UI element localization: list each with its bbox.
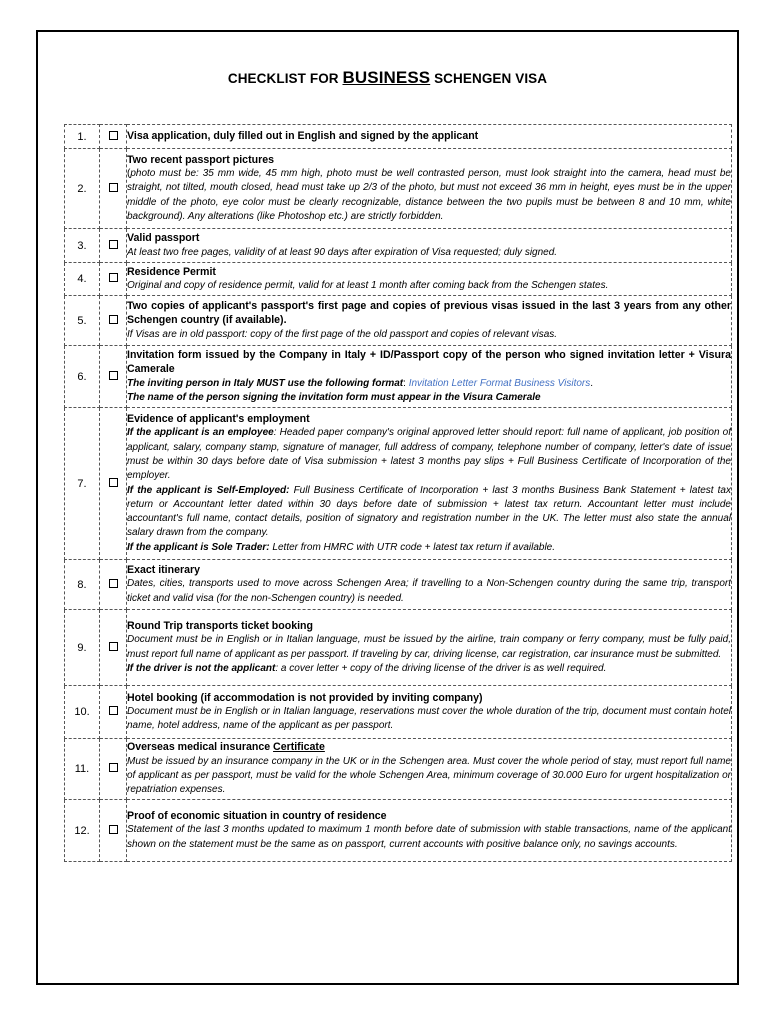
item-number: 9. (65, 610, 100, 686)
driver-label: If the driver is not the applicant (127, 662, 276, 674)
checkbox-icon (109, 183, 118, 192)
item-detail: If Visas are in old passport: copy of the first page of the old passport and copies of relevant visas. (127, 328, 558, 340)
item-checkbox[interactable] (100, 408, 127, 560)
sole-trader-label: If the applicant is Sole Trader: (127, 541, 270, 553)
item-heading: Two recent passport pictures (127, 153, 274, 166)
sole-trader-text: Letter from HMRC with UTR code + latest tax return if available. (269, 541, 556, 553)
item-format-line (127, 377, 731, 391)
item-checkbox[interactable] (100, 800, 127, 862)
item-number: 6. (65, 346, 100, 408)
item-heading (127, 740, 731, 754)
item-checkbox[interactable] (100, 263, 127, 296)
checkbox-icon (109, 240, 118, 249)
item-content (127, 408, 732, 560)
item-content (127, 296, 732, 346)
item-checkbox[interactable] (100, 229, 127, 263)
item-detail: Dates, cities, transports used to move across Schengen Area; if travelling to a Non-Schengen country during the same trip, transport ticket and valid visa (for the non-Schengen country) is needed. (127, 578, 731, 604)
document-title (36, 68, 739, 88)
item-detail: Document must be in English or in Italian language, must be issued by the airline, train company or ferry company, must be fully paid, must report full name of applicant as per passport. If traveling by car, driving license, car registration, car insurance must be submitted. (127, 634, 731, 660)
employee-text: : Headed paper company's original approved letter should report: full name of applicant, job position of applicant, salary, company stamp, signature of manager, full address of company, telephone number of company, letter's date of issue must be within 30 days before date of Visa submission + latest 3 months pay slips + Full Business Certificate of Incorporation of the employer. (127, 427, 731, 482)
item-heading: Evidence of applicant's employment (127, 413, 310, 426)
self-employed-text: Full Business Certificate of Incorporation + last 3 months Business Bank Statement + latest tax return or Accountant letter dated within 30 days before date of submission + latest tax return. Accountant letter must include accountant's full name, contact details, position of signatory and registration number in the UK. The letter must also state the annual salary drawn from the company. (127, 484, 731, 539)
checkbox-icon (109, 825, 118, 834)
checklist-row (65, 229, 732, 263)
title-emphasis: BUSINESS (342, 68, 431, 87)
item-checkbox[interactable] (100, 346, 127, 408)
item-checkbox[interactable] (100, 686, 127, 739)
driver-paragraph (127, 662, 731, 676)
item-checkbox[interactable] (100, 149, 127, 229)
self-employed-paragraph (127, 484, 731, 541)
item-detail: Document must be in English or in Italian language, reservations must cover the whole duration of the trip, document must contain hotel name, hotel address, name of the applicant as per passport. (127, 705, 731, 732)
item-heading: Round Trip transports ticket booking (127, 619, 313, 632)
checklist-row (65, 610, 732, 686)
detail-open-paren: ( (127, 168, 131, 180)
item-heading: Hotel booking (if accommodation is not provided by inviting company) (127, 691, 483, 704)
item-checkbox[interactable] (100, 560, 127, 610)
checklist-row (65, 296, 732, 346)
heading-text: Overseas medical insurance (127, 741, 274, 754)
item-number: 1. (65, 125, 100, 149)
checklist-table (64, 124, 732, 862)
item-number: 2. (65, 149, 100, 229)
item-heading: Two copies of applicant's passport's first page and copies of previous visas issued in the last 3 years from any other Schengen country (if available). (127, 300, 731, 327)
driver-text: : a cover letter + copy of the driving license of the driver is as well required. (275, 662, 607, 674)
item-heading: Valid passport (127, 232, 200, 245)
item-content (127, 800, 732, 862)
item-number: 12. (65, 800, 100, 862)
item-content (127, 263, 732, 296)
item-number: 3. (65, 229, 100, 263)
item-content (127, 346, 732, 408)
checklist-row (65, 408, 732, 560)
item-checkbox[interactable] (100, 125, 127, 149)
item-detail: Statement of the last 3 months updated to maximum 1 month before date of submission with stable transactions, name of the applicant shown on the statement must be the same as on passport, current accounts with positive balance only, no savings accounts. (127, 824, 731, 850)
invitation-format-link[interactable]: Invitation Letter Format Business Visitors (408, 377, 591, 389)
checklist-row (65, 263, 732, 296)
item-heading: Invitation form issued by the Company in Italy + ID/Passport copy of the person who signed invitation letter + Visura Camerale (127, 348, 731, 376)
checklist-row (65, 800, 732, 862)
checkbox-icon (109, 273, 118, 282)
item-checkbox[interactable] (100, 610, 127, 686)
item-heading: Proof of economic situation in country of residence (127, 810, 387, 823)
checkbox-icon (109, 642, 118, 651)
format-end: . (590, 377, 594, 389)
item-content (127, 686, 732, 739)
checklist-row (65, 125, 732, 149)
item-heading: Exact itinerary (127, 564, 201, 577)
employee-label: If the applicant is an employee (127, 427, 274, 439)
item-content (127, 610, 732, 686)
heading-underlined: Certificate (273, 741, 325, 754)
sole-trader-paragraph (127, 541, 731, 555)
item-number: 8. (65, 560, 100, 610)
item-number: 7. (65, 408, 100, 560)
self-employed-label: If the applicant is Self-Employed: (127, 484, 290, 496)
item-content (127, 560, 732, 610)
item-note: The name of the person signing the invitation form must appear in the Visura Camerale (127, 391, 541, 403)
checkbox-icon (109, 579, 118, 588)
item-checkbox[interactable] (100, 296, 127, 346)
item-detail: At least two free pages, validity of at least 90 days after expiration of Visa requested; duly signed. (127, 246, 558, 258)
checkbox-icon (109, 131, 118, 140)
detail-text: photo must be: 35 mm wide, 45 mm high, photo must be well contrasted person, must look straight into the camera, head must be straight, not tilted, mouth closed, head must take up 2/3 of the photo, but must not exceed 36 mm in height, eyes must be in the upper middle of the photo, eye color must be clearly recognizable, distance between the two pupils must be between 8 and 10 mm, white background). Any alterations (like Photoshop etc.) are strictly forbidden. (127, 168, 731, 222)
title-prefix: CHECKLIST FOR (227, 71, 343, 86)
item-content (127, 229, 732, 263)
item-detail (127, 167, 731, 224)
item-number: 5. (65, 296, 100, 346)
checklist-row (65, 739, 732, 800)
title-suffix: SCHENGEN VISA (430, 71, 548, 86)
checkbox-icon (109, 315, 118, 324)
item-detail: Original and copy of residence permit, valid for at least 1 month after coming back from the Schengen states. (127, 280, 609, 291)
item-heading: Visa application, duly filled out in English and signed by the applicant (127, 130, 479, 143)
item-checkbox[interactable] (100, 739, 127, 800)
checkbox-icon (109, 371, 118, 380)
checkbox-icon (109, 763, 118, 772)
item-content (127, 149, 732, 229)
checklist-row (65, 346, 732, 408)
item-detail: Must be issued by an insurance company in the UK or in the Schengen area. Must cover the whole period of stay, must report full name of applicant as per passport, must be valid for the whole Schengen Area, minimum coverage of 30.000 Euro for urgent hospitalization or repatriation expenses. (127, 755, 731, 796)
item-number: 10. (65, 686, 100, 739)
item-number: 11. (65, 739, 100, 800)
format-colon: : (403, 377, 409, 389)
item-heading: Residence Permit (127, 265, 216, 278)
item-number: 4. (65, 263, 100, 296)
item-content (127, 739, 732, 800)
format-instruction: The inviting person in Italy MUST use the following format (127, 377, 404, 389)
employee-paragraph (127, 426, 731, 483)
checkbox-icon (109, 706, 118, 715)
checklist-row (65, 149, 732, 229)
checkbox-icon (109, 478, 118, 487)
checklist-row (65, 686, 732, 739)
checklist-row (65, 560, 732, 610)
item-content (127, 125, 732, 149)
